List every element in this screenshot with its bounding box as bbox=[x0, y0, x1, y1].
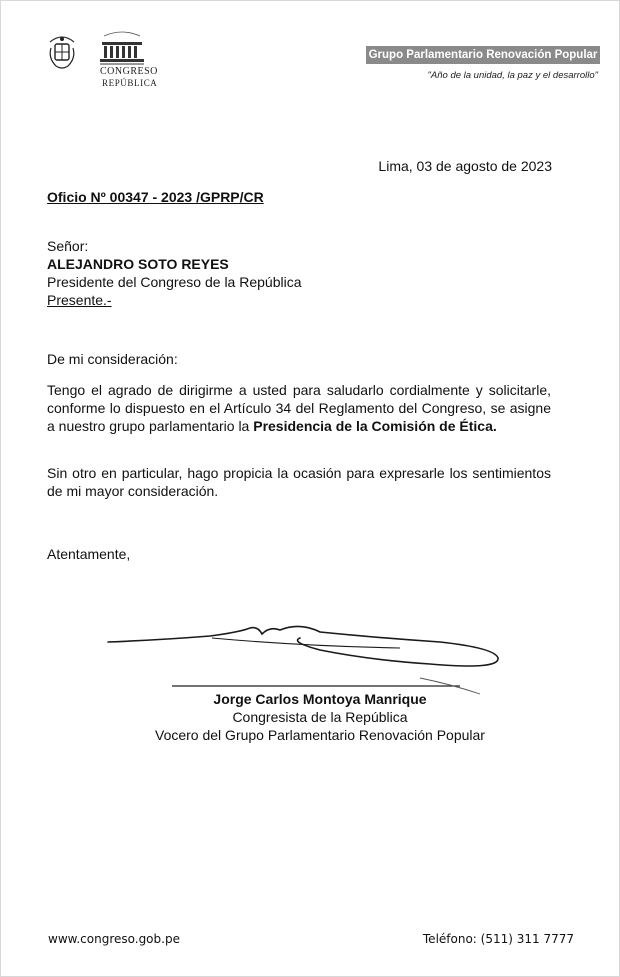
signatory-block bbox=[150, 690, 490, 744]
footer-phone: Teléfono: (511) 311 7777 bbox=[422, 932, 574, 946]
paragraph-request-text: Tengo el agrado de dirigirme a usted para saludarlo cordialmente y solicitarle, conforme lo dispuesto en el Artículo 34 del Reglamento del Congreso, se asigne a nuestro grupo parlamentario la bbox=[47, 382, 551, 434]
signatory-role: Congresista de la República bbox=[232, 709, 408, 725]
addressee-block bbox=[47, 237, 302, 309]
paragraph-request bbox=[47, 381, 551, 435]
group-banner: Grupo Parlamentario Renovación Popular bbox=[366, 46, 600, 64]
recipient-name: ALEJANDRO SOTO REYES bbox=[47, 256, 229, 272]
signatory-position: Vocero del Grupo Parlamentario Renovación Popular bbox=[155, 727, 485, 743]
paragraph-closing: Sin otro en particular, hago propicia la ocasión para expresarle los sentimientos de mi mayor consideración. bbox=[47, 465, 551, 499]
logo-text-congreso: CONGRESO bbox=[100, 66, 158, 77]
letter-date: Lima, 03 de agosto de 2023 bbox=[378, 158, 552, 174]
reference-number: Oficio Nº 00347 - 2023 /GPRP/CR bbox=[47, 189, 264, 205]
presente-label: Presente.- bbox=[47, 292, 112, 308]
footer-website: www.congreso.gob.pe bbox=[48, 932, 180, 946]
greeting: De mi consideración: bbox=[47, 351, 178, 367]
motto: "Año de la unidad, la paz y el desarrollo" bbox=[427, 70, 598, 81]
signatory-name: Jorge Carlos Montoya Manrique bbox=[213, 691, 427, 707]
closing: Atentamente, bbox=[47, 546, 131, 562]
recipient-title: Presidente del Congreso de la República bbox=[47, 274, 302, 290]
building-icon bbox=[100, 32, 144, 64]
coat-of-arms-icon bbox=[50, 37, 74, 68]
logo-text-republica: REPÚBLICA bbox=[102, 78, 158, 88]
paragraph-request-bold: Presidencia de la Comisión de Ética. bbox=[253, 418, 497, 434]
salutation: Señor: bbox=[47, 238, 89, 254]
